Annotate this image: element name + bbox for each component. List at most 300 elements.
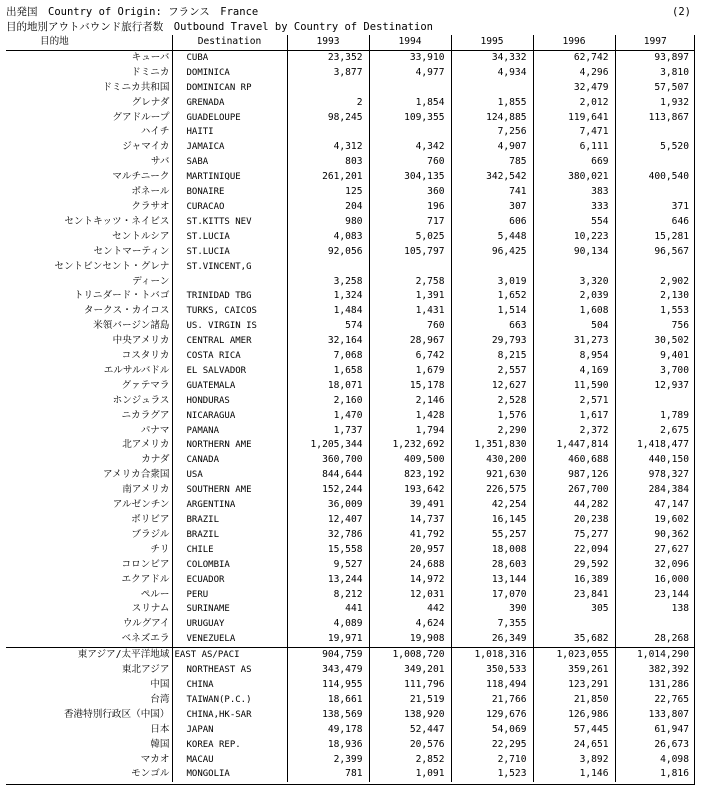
destination-en-cell: JAPAN [172, 723, 287, 738]
value-cell-1995: 342,542 [451, 170, 533, 185]
destination-jp-cell: セントビンセント・グレナ [54, 260, 170, 272]
column-header-year: 1993 [287, 35, 369, 50]
value-cell-1996: 35,682 [533, 632, 615, 647]
value-cell-1994: 717 [369, 215, 451, 230]
value-cell-1994: 760 [369, 155, 451, 170]
value-cell-1996: 31,273 [533, 334, 615, 349]
value-cell-1996: 4,169 [533, 364, 615, 379]
column-header-year: 1997 [615, 35, 695, 50]
value-cell-1995: 118,494 [451, 678, 533, 693]
destination-en-cell: NORTHEAST AS [172, 663, 287, 678]
value-cell-1997: 1,418,477 [615, 438, 695, 453]
value-cell-1996: 22,094 [533, 543, 615, 558]
column-header-destination-en: Destination [172, 35, 287, 50]
value-cell-1994: 14,972 [369, 573, 451, 588]
value-cell-1996: 57,445 [533, 723, 615, 738]
destination-jp-cell: ベネズエラ [121, 633, 170, 645]
destination-en-cell: EL SALVADOR [172, 364, 287, 379]
value-cell-1997: 371 [615, 200, 695, 215]
value-cell-1995 [451, 81, 533, 96]
value-cell-1994: 1,428 [369, 409, 451, 424]
destination-en-cell: COSTA RICA [172, 349, 287, 364]
value-cell-1996: 504 [533, 319, 615, 334]
table-row [6, 513, 695, 528]
value-cell-1993: 7,068 [287, 349, 369, 364]
destination-jp-cell: 日本 [150, 723, 170, 735]
value-cell-1995: 34,332 [451, 50, 533, 65]
value-cell-1994: 21,519 [369, 693, 451, 708]
value-cell-1994: 52,447 [369, 723, 451, 738]
value-cell-1997 [615, 185, 695, 200]
value-cell-1994: 1,431 [369, 304, 451, 319]
value-cell-1994: 109,355 [369, 111, 451, 126]
value-cell-1994: 1,232,692 [369, 438, 451, 453]
destination-jp-cell: エルサルバドル [103, 364, 170, 376]
value-cell-1995: 2,290 [451, 424, 533, 439]
value-cell-1997: 27,627 [615, 543, 695, 558]
value-cell-1997: 3,700 [615, 364, 695, 379]
destination-jp-cell: ドミニカ [131, 66, 170, 78]
table-row [6, 379, 695, 394]
destination-jp-cell: 台湾 [150, 693, 170, 705]
value-cell-1994: 5,025 [369, 230, 451, 245]
value-cell-1993: 3,877 [287, 66, 369, 81]
destination-en-cell: CHILE [172, 543, 287, 558]
value-cell-1993: 904,759 [287, 648, 369, 663]
destination-jp-cell: セントマーティン [93, 245, 170, 257]
destination-en-cell: PERU [172, 588, 287, 603]
destination-en-cell: BONAIRE [172, 185, 287, 200]
value-cell-1996: 16,389 [533, 573, 615, 588]
destination-en-cell: DOMINICA [172, 66, 287, 81]
value-cell-1995: 2,557 [451, 364, 533, 379]
header-row [6, 35, 695, 50]
value-cell-1994: 24,688 [369, 558, 451, 573]
value-cell-1997: 30,502 [615, 334, 695, 349]
destination-jp-cell: タークス・カイコス [83, 305, 170, 317]
destination-en-cell: MARTINIQUE [172, 170, 287, 185]
value-cell-1996 [533, 617, 615, 632]
table-row [6, 185, 695, 200]
value-cell-1994: 196 [369, 200, 451, 215]
value-cell-1994: 304,135 [369, 170, 451, 185]
value-cell-1996: 669 [533, 155, 615, 170]
destination-jp-cell: クラサオ [131, 200, 170, 212]
value-cell-1994: 1,679 [369, 364, 451, 379]
value-cell-1993: 2,399 [287, 753, 369, 768]
value-cell-1993: 4,089 [287, 617, 369, 632]
table-row [6, 50, 695, 65]
value-cell-1997: 2,675 [615, 424, 695, 439]
value-cell-1994: 409,500 [369, 453, 451, 468]
value-cell-1995: 1,523 [451, 767, 533, 782]
destination-en-cell: CHINA [172, 678, 287, 693]
value-cell-1993: 3,258 [287, 275, 369, 290]
destination-jp-cell: スリナム [131, 603, 170, 615]
table-row [6, 767, 695, 782]
destination-en-cell: JAMAICA [172, 140, 287, 155]
value-cell-1995: 4,907 [451, 140, 533, 155]
value-cell-1997: 113,867 [615, 111, 695, 126]
destination-en-cell: HONDURAS [172, 394, 287, 409]
value-cell-1997: 138 [615, 602, 695, 617]
value-cell-1997: 12,937 [615, 379, 695, 394]
value-cell-1993: 18,661 [287, 693, 369, 708]
value-cell-1997: 1,553 [615, 304, 695, 319]
value-cell-1995: 350,533 [451, 663, 533, 678]
destination-jp-cell: ボネール [131, 186, 170, 198]
value-cell-1994: 15,178 [369, 379, 451, 394]
value-cell-1994: 2,758 [369, 275, 451, 290]
value-cell-1997: 28,268 [615, 632, 695, 647]
value-cell-1997: 2,902 [615, 275, 695, 290]
destination-en-cell: KOREA REP. [172, 738, 287, 753]
destination-jp-cell: ホンジュラス [112, 394, 170, 406]
value-cell-1996: 90,134 [533, 245, 615, 260]
table-row [6, 66, 695, 81]
table-row [6, 663, 695, 678]
value-cell-1994: 19,908 [369, 632, 451, 647]
value-cell-1997 [615, 155, 695, 170]
value-cell-1997 [615, 617, 695, 632]
table-row [6, 96, 695, 111]
value-cell-1993: 574 [287, 319, 369, 334]
table-row [6, 723, 695, 738]
value-cell-1993 [287, 81, 369, 96]
destination-jp-cell: モンゴル [131, 768, 170, 780]
value-cell-1993: 2,160 [287, 394, 369, 409]
value-cell-1995: 22,295 [451, 738, 533, 753]
value-cell-1996: 1,146 [533, 767, 615, 782]
column-header-year: 1995 [451, 35, 533, 50]
table-row [6, 708, 695, 723]
destination-jp-cell: セントルシア [112, 230, 170, 242]
value-cell-1995: 18,008 [451, 543, 533, 558]
value-cell-1994 [369, 125, 451, 140]
value-cell-1996: 3,320 [533, 275, 615, 290]
destination-jp-cell: サバ [150, 156, 170, 168]
value-cell-1996: 29,592 [533, 558, 615, 573]
value-cell-1994: 111,796 [369, 678, 451, 693]
table-row [6, 289, 695, 304]
table-row [6, 334, 695, 349]
destination-en-cell: ECUADOR [172, 573, 287, 588]
value-cell-1993: 15,558 [287, 543, 369, 558]
value-cell-1993: 152,244 [287, 483, 369, 498]
table-row [6, 245, 695, 260]
value-cell-1996: 2,039 [533, 289, 615, 304]
value-cell-1997: 1,932 [615, 96, 695, 111]
value-cell-1995: 1,018,316 [451, 648, 533, 663]
value-cell-1993: 114,955 [287, 678, 369, 693]
destination-jp-cell: 中央アメリカ [112, 335, 170, 347]
value-cell-1993: 980 [287, 215, 369, 230]
value-cell-1996: 21,850 [533, 693, 615, 708]
value-cell-1994 [369, 81, 451, 96]
value-cell-1995: 96,425 [451, 245, 533, 260]
column-header-year: 1994 [369, 35, 451, 50]
value-cell-1996: 4,296 [533, 66, 615, 81]
value-cell-1995: 390 [451, 602, 533, 617]
destination-jp-cell: ペルー [140, 588, 170, 600]
value-cell-1997: 5,520 [615, 140, 695, 155]
value-cell-1994: 14,737 [369, 513, 451, 528]
value-cell-1997: 9,401 [615, 349, 695, 364]
table-row [6, 632, 695, 647]
value-cell-1997: 2,130 [615, 289, 695, 304]
value-cell-1994: 4,342 [369, 140, 451, 155]
destination-en-cell: PAMANA [172, 424, 287, 439]
value-cell-1994: 28,967 [369, 334, 451, 349]
value-cell-1993: 23,352 [287, 50, 369, 65]
value-cell-1997: 26,673 [615, 738, 695, 753]
table-row [6, 543, 695, 558]
table-row [6, 215, 695, 230]
value-cell-1997: 646 [615, 215, 695, 230]
destination-en-cell: MACAU [172, 753, 287, 768]
destination-jp-cell: ジャマイカ [122, 141, 170, 153]
table-row [6, 498, 695, 513]
value-cell-1994: 33,910 [369, 50, 451, 65]
value-cell-1995: 226,575 [451, 483, 533, 498]
value-cell-1993: 1,658 [287, 364, 369, 379]
destination-en-cell: SABA [172, 155, 287, 170]
destination-jp-cell: ハイチ [140, 126, 170, 138]
destination-jp-cell: 米領バージン諸島 [93, 320, 170, 332]
value-cell-1995: 7,355 [451, 617, 533, 632]
value-cell-1994: 193,642 [369, 483, 451, 498]
destination-jp-cell: 南アメリカ [122, 484, 170, 496]
destination-en-cell: NORTHERN AME [172, 438, 287, 453]
column-header-destination-jp: 目的地 [6, 35, 172, 50]
destination-jp-cell: ウルグアイ [122, 618, 170, 630]
value-cell-1997: 47,147 [615, 498, 695, 513]
table-row [6, 602, 695, 617]
value-cell-1996: 2,372 [533, 424, 615, 439]
table-row [6, 155, 695, 170]
page-number: (2) [672, 6, 691, 18]
destination-en-cell: ST.VINCENT,G [172, 260, 287, 275]
value-cell-1997: 440,150 [615, 453, 695, 468]
value-cell-1994: 20,576 [369, 738, 451, 753]
value-cell-1995: 28,603 [451, 558, 533, 573]
value-cell-1993: 360,700 [287, 453, 369, 468]
value-cell-1994: 20,957 [369, 543, 451, 558]
value-cell-1993: 2 [287, 96, 369, 111]
value-cell-1993: 803 [287, 155, 369, 170]
value-cell-1993: 49,178 [287, 723, 369, 738]
value-cell-1997: 57,507 [615, 81, 695, 96]
value-cell-1997: 284,384 [615, 483, 695, 498]
value-cell-1996: 20,238 [533, 513, 615, 528]
table-row [6, 453, 695, 468]
destination-en-cell: HAITI [172, 125, 287, 140]
destination-jp-cell: パナマ [140, 424, 170, 436]
travel-table [6, 35, 695, 782]
value-cell-1997: 1,789 [615, 409, 695, 424]
destination-en-cell: SOUTHERN AME [172, 483, 287, 498]
table-row [6, 409, 695, 424]
destination-en-cell: SURINAME [172, 602, 287, 617]
destination-en-cell: US. VIRGIN IS [172, 319, 287, 334]
destination-en-cell: NICARAGUA [172, 409, 287, 424]
value-cell-1997 [615, 125, 695, 140]
table-row [6, 558, 695, 573]
value-cell-1993: 1,737 [287, 424, 369, 439]
destination-jp-cell: エクアドル [121, 573, 170, 585]
destination-en-cell: GRENADA [172, 96, 287, 111]
value-cell-1994: 1,008,720 [369, 648, 451, 663]
value-cell-1994: 1,391 [369, 289, 451, 304]
value-cell-1995: 26,349 [451, 632, 533, 647]
value-cell-1993: 13,244 [287, 573, 369, 588]
value-cell-1993: 36,009 [287, 498, 369, 513]
value-cell-1995: 606 [451, 215, 533, 230]
value-cell-1996: 7,471 [533, 125, 615, 140]
value-cell-1995: 129,676 [451, 708, 533, 723]
destination-jp-cell: キューバ [131, 51, 170, 63]
value-cell-1995: 1,576 [451, 409, 533, 424]
value-cell-1997: 15,281 [615, 230, 695, 245]
destination-jp-cell: チリ [150, 543, 170, 555]
value-cell-1995: 55,257 [451, 528, 533, 543]
destination-en-cell: ST.KITTS NEV [172, 215, 287, 230]
value-cell-1996: 123,291 [533, 678, 615, 693]
value-cell-1997: 32,096 [615, 558, 695, 573]
value-cell-1995: 1,514 [451, 304, 533, 319]
value-cell-1994: 442 [369, 602, 451, 617]
value-cell-1995: 921,630 [451, 468, 533, 483]
destination-en-cell: DOMINICAN RP [172, 81, 287, 96]
table-row [6, 275, 695, 290]
value-cell-1993: 441 [287, 602, 369, 617]
value-cell-1996: 1,617 [533, 409, 615, 424]
value-cell-1996: 2,571 [533, 394, 615, 409]
value-cell-1995: 2,528 [451, 394, 533, 409]
value-cell-1995: 4,934 [451, 66, 533, 81]
table-row [6, 230, 695, 245]
value-cell-1996: 24,651 [533, 738, 615, 753]
value-cell-1996: 11,590 [533, 379, 615, 394]
destination-jp-cell: ボリビア [131, 514, 170, 525]
value-cell-1997: 23,144 [615, 588, 695, 603]
table-row [6, 438, 695, 453]
value-cell-1993: 12,407 [287, 513, 369, 528]
table-row [6, 678, 695, 693]
value-cell-1996: 1,023,055 [533, 648, 615, 663]
destination-en-cell: CUBA [172, 50, 287, 65]
value-cell-1996: 62,742 [533, 50, 615, 65]
value-cell-1997: 1,816 [615, 767, 695, 782]
destination-jp-cell: 中国 [150, 678, 170, 690]
value-cell-1997: 4,098 [615, 753, 695, 768]
destination-en-cell: URUGUAY [172, 617, 287, 632]
value-cell-1995: 5,448 [451, 230, 533, 245]
table-row [6, 200, 695, 215]
value-cell-1995: 307 [451, 200, 533, 215]
value-cell-1993 [287, 125, 369, 140]
destination-jp-cell: 東北アジア [121, 664, 170, 676]
table-row [6, 693, 695, 708]
value-cell-1994: 6,742 [369, 349, 451, 364]
value-cell-1997: 756 [615, 319, 695, 334]
table-title: 目的地別アウトバウンド旅行者数 Outbound Travel by Country of Destination [6, 21, 433, 33]
value-cell-1997: 382,392 [615, 663, 695, 678]
value-cell-1997 [615, 394, 695, 409]
value-cell-1994: 1,794 [369, 424, 451, 439]
value-cell-1993: 8,212 [287, 588, 369, 603]
table-row [6, 648, 695, 663]
value-cell-1996: 126,986 [533, 708, 615, 723]
value-cell-1997: 131,286 [615, 678, 695, 693]
table-row [6, 588, 695, 603]
destination-jp-cell: 北アメリカ [122, 439, 170, 451]
value-cell-1995: 1,351,830 [451, 438, 533, 453]
destination-en-cell: USA [172, 468, 287, 483]
value-cell-1997: 3,810 [615, 66, 695, 81]
value-cell-1993: 18,071 [287, 379, 369, 394]
value-cell-1994 [369, 260, 451, 275]
value-cell-1997 [615, 260, 695, 275]
value-cell-1995: 2,710 [451, 753, 533, 768]
value-cell-1995: 17,070 [451, 588, 533, 603]
value-cell-1995: 3,019 [451, 275, 533, 290]
destination-en-cell: EAST AS/PACI [172, 648, 287, 663]
table-row [6, 304, 695, 319]
value-cell-1996: 23,841 [533, 588, 615, 603]
value-cell-1995: 13,144 [451, 573, 533, 588]
destination-jp-cell: セントキッツ・ネイビス [64, 215, 170, 227]
value-cell-1996: 10,223 [533, 230, 615, 245]
value-cell-1995: 124,885 [451, 111, 533, 126]
value-cell-1994: 760 [369, 319, 451, 334]
value-cell-1994: 4,624 [369, 617, 451, 632]
value-cell-1996: 1,447,814 [533, 438, 615, 453]
table-row [6, 81, 695, 96]
value-cell-1995: 8,215 [451, 349, 533, 364]
destination-jp-cell: コスタリカ [121, 350, 170, 362]
value-cell-1996: 987,126 [533, 468, 615, 483]
destination-en-cell: COLOMBIA [172, 558, 287, 573]
table-row [6, 483, 695, 498]
value-cell-1993: 18,936 [287, 738, 369, 753]
value-cell-1995: 1,855 [451, 96, 533, 111]
value-cell-1993: 844,644 [287, 468, 369, 483]
value-cell-1995: 21,766 [451, 693, 533, 708]
value-cell-1996: 333 [533, 200, 615, 215]
table-row [6, 528, 695, 543]
value-cell-1997: 90,362 [615, 528, 695, 543]
value-cell-1995: 663 [451, 319, 533, 334]
value-cell-1995: 430,200 [451, 453, 533, 468]
value-cell-1994: 349,201 [369, 663, 451, 678]
value-cell-1993: 261,201 [287, 170, 369, 185]
destination-jp-cell: カナダ [141, 454, 170, 466]
value-cell-1993: 781 [287, 767, 369, 782]
destination-jp-cell: トリニダード・トバゴ [73, 290, 170, 302]
value-cell-1995: 29,793 [451, 334, 533, 349]
table-row [6, 753, 695, 768]
value-cell-1996: 267,700 [533, 483, 615, 498]
destination-en-cell: GUADELOUPE [172, 111, 287, 126]
value-cell-1993: 32,786 [287, 528, 369, 543]
destination-jp-cell: 韓国 [150, 738, 170, 750]
destination-jp-cell: アメリカ合衆国 [103, 469, 170, 481]
value-cell-1993: 343,479 [287, 663, 369, 678]
destination-jp-cell: グァテマラ [121, 379, 170, 391]
destination-jp-cell: 東アジア/太平洋地域 [6, 648, 172, 663]
table-row [6, 319, 695, 334]
